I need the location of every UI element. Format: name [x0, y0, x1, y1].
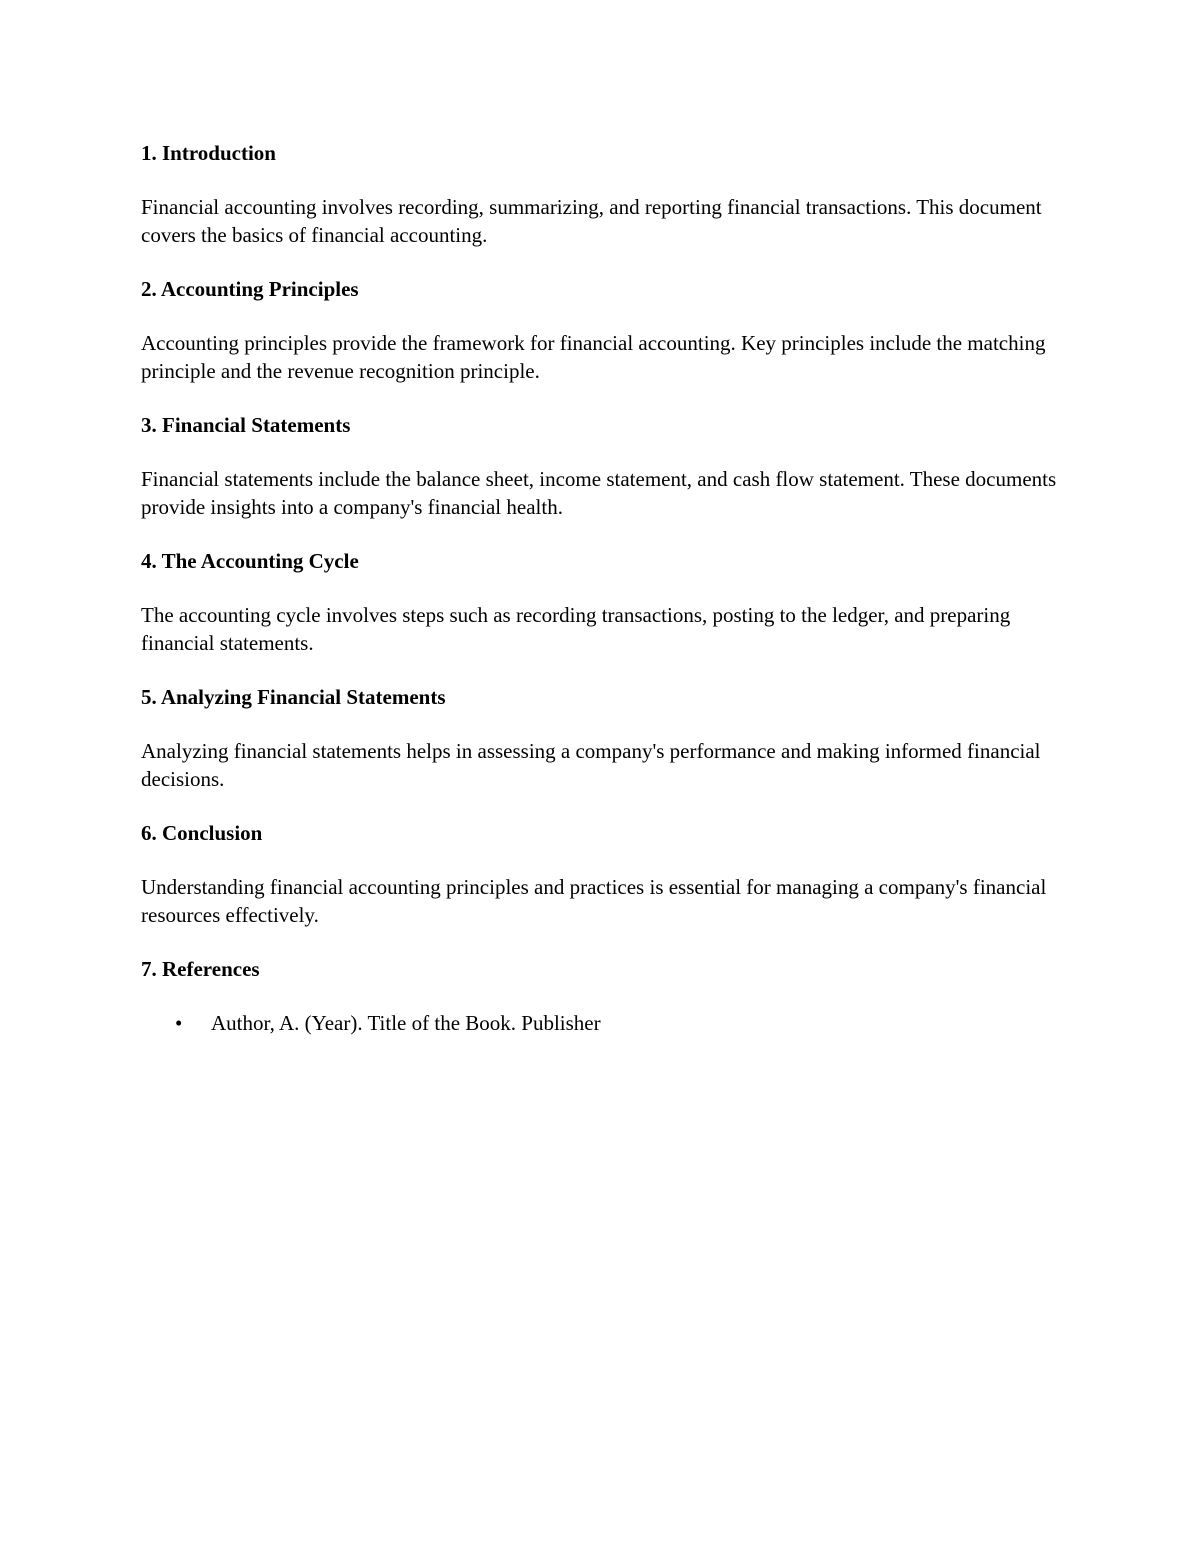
section-body-financial-statements: Financial statements include the balance sheet, income statement, and cash flow statement. These documents provide insights into a company's financial health.: [141, 467, 1057, 519]
section-heading-accounting-principles: 2. Accounting Principles: [141, 277, 359, 301]
section-heading-introduction: 1. Introduction: [141, 141, 276, 165]
section-body-conclusion: Understanding financial accounting principles and practices is essential for managing a company's financial resources effectively.: [141, 875, 1047, 927]
section-heading-references: 7. References: [141, 957, 260, 981]
section-heading-analyzing-statements: 5. Analyzing Financial Statements: [141, 685, 446, 709]
section-body-accounting-principles: Accounting principles provide the framework for financial accounting. Key principles include the matching principle and the revenue recognition principle.: [141, 331, 1046, 383]
section-body-introduction: Financial accounting involves recording, summarizing, and reporting financial transactions. This document covers the basics of financial accounting.: [141, 195, 1042, 247]
reference-text: Author, A. (Year). Title of the Book. Publisher: [211, 1011, 601, 1035]
section-body-analyzing-statements: Analyzing financial statements helps in assessing a company's performance and making informed financial decisions.: [141, 739, 1041, 791]
references-list: [141, 1009, 1071, 1037]
bullet-icon: •: [175, 1011, 183, 1035]
list-item: [141, 1009, 1071, 1037]
document-page: [141, 139, 1071, 1037]
section-heading-accounting-cycle: 4. The Accounting Cycle: [141, 549, 359, 573]
section-heading-financial-statements: 3. Financial Statements: [141, 413, 351, 437]
section-heading-conclusion: 6. Conclusion: [141, 821, 263, 845]
section-body-accounting-cycle: The accounting cycle involves steps such as recording transactions, posting to the ledger, and preparing financial statements.: [141, 603, 1011, 655]
